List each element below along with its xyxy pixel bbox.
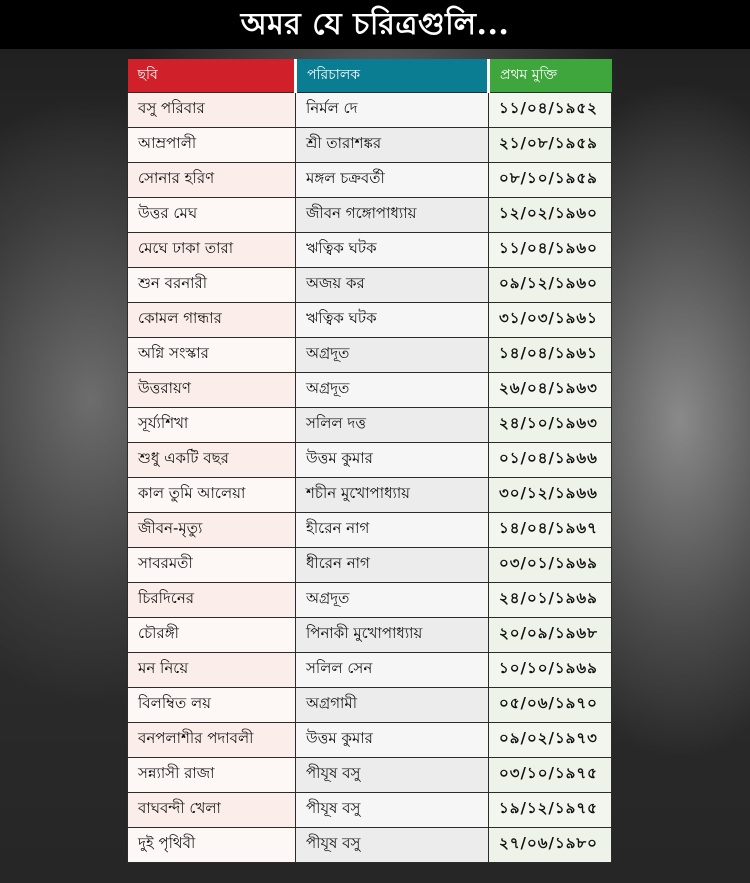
table-row: [128, 792, 612, 827]
director-cell: অগ্রদূত: [296, 582, 489, 617]
table-row: [128, 442, 612, 477]
release-date-cell: ১০/১০/১৯৬৯: [489, 652, 612, 687]
film-cell: চৌরঙ্গী: [128, 617, 296, 652]
director-cell: অগ্রদূত: [296, 372, 489, 407]
film-cell: সন্ন্যাসী রাজা: [128, 757, 296, 792]
film-cell: মেঘে ঢাকা তারা: [128, 232, 296, 267]
release-date-cell: ১৯/১২/১৯৭৫: [489, 792, 612, 827]
film-cell: বিলম্বিত লয়: [128, 687, 296, 722]
film-cell: সাবরমতী: [128, 547, 296, 582]
director-cell: অগ্রগামী: [296, 687, 489, 722]
title-bar: [0, 0, 750, 49]
table-row: [128, 127, 612, 162]
table-row: [128, 162, 612, 197]
film-cell: সোনার হরিণ: [128, 162, 296, 197]
table-row: [128, 547, 612, 582]
director-cell: পিনাকী মুখোপাধ্যায়: [296, 617, 489, 652]
release-date-cell: ০৯/১২/১৯৬০: [489, 267, 612, 302]
film-cell: কোমল গান্ধার: [128, 302, 296, 337]
film-cell: চিরদিনের: [128, 582, 296, 617]
film-cell: বসু পরিবার: [128, 92, 296, 127]
director-cell: উত্তম কুমার: [296, 722, 489, 757]
table-row: [128, 652, 612, 687]
release-date-cell: ২১/০৮/১৯৫৯: [489, 127, 612, 162]
release-date-cell: ২০/০৯/১৯৬৮: [489, 617, 612, 652]
table-row: [128, 197, 612, 232]
director-cell: অজয় কর: [296, 267, 489, 302]
table-row: [128, 582, 612, 617]
film-cell: শুধু একটি বছর: [128, 442, 296, 477]
header-director: পরিচালক: [296, 59, 489, 92]
director-cell: জীবন গঙ্গোপাধ্যায়: [296, 197, 489, 232]
table-body: [128, 92, 612, 862]
release-date-cell: ১২/০২/১৯৬০: [489, 197, 612, 232]
director-cell: শ্রী তারাশঙ্কর: [296, 127, 489, 162]
release-date-cell: ০৫/০৬/১৯৭০: [489, 687, 612, 722]
release-date-cell: ১১/০৪/১৯৬০: [489, 232, 612, 267]
films-table: [127, 59, 612, 863]
release-date-cell: ০৩/১০/১৯৭৫: [489, 757, 612, 792]
table-row: [128, 722, 612, 757]
release-date-cell: ১৪/০৪/১৯৬৭: [489, 512, 612, 547]
director-cell: পীযূষ বসু: [296, 827, 489, 862]
film-cell: মন নিয়ে: [128, 652, 296, 687]
release-date-cell: ০১/০৪/১৯৬৬: [489, 442, 612, 477]
director-cell: মঙ্গল চক্রবর্তী: [296, 162, 489, 197]
page-title: অমর যে চরিত্রগুলি...: [240, 7, 510, 42]
table-row: [128, 92, 612, 127]
film-cell: বাঘবন্দী খেলা: [128, 792, 296, 827]
director-cell: সলিল সেন: [296, 652, 489, 687]
film-cell: অগ্নি সংস্কার: [128, 337, 296, 372]
header-film: ছবি: [128, 59, 296, 92]
table-row: [128, 757, 612, 792]
release-date-cell: ০৯/০২/১৯৭৩: [489, 722, 612, 757]
table-row: [128, 687, 612, 722]
director-cell: ধীরেন নাগ: [296, 547, 489, 582]
director-cell: ঋত্বিক ঘটক: [296, 302, 489, 337]
release-date-cell: ২৪/০১/১৯৬৯: [489, 582, 612, 617]
director-cell: শচীন মুখোপাধ্যায়: [296, 477, 489, 512]
table-row: [128, 232, 612, 267]
director-cell: ঋত্বিক ঘটক: [296, 232, 489, 267]
film-cell: বনপলাশীর পদাবলী: [128, 722, 296, 757]
director-cell: সলিল দত্ত: [296, 407, 489, 442]
release-date-cell: ৩১/০৩/১৯৬১: [489, 302, 612, 337]
table-row: [128, 337, 612, 372]
table-row: [128, 477, 612, 512]
release-date-cell: ২৭/০৬/১৯৮০: [489, 827, 612, 862]
release-date-cell: ১১/০৪/১৯৫২: [489, 92, 612, 127]
film-cell: জীবন-মৃত্যু: [128, 512, 296, 547]
table-row: [128, 407, 612, 442]
director-cell: উত্তম কুমার: [296, 442, 489, 477]
release-date-cell: ১৪/০৪/১৯৬১: [489, 337, 612, 372]
film-cell: উত্তরায়ণ: [128, 372, 296, 407]
table-header-row: [128, 59, 612, 92]
director-cell: নির্মল দে: [296, 92, 489, 127]
table-row: [128, 372, 612, 407]
film-cell: শুন বরনারী: [128, 267, 296, 302]
release-date-cell: ২৬/০৪/১৯৬৩: [489, 372, 612, 407]
table-row: [128, 267, 612, 302]
release-date-cell: ২৪/১০/১৯৬৩: [489, 407, 612, 442]
film-cell: কাল তুমি আলেয়া: [128, 477, 296, 512]
table-row: [128, 617, 612, 652]
film-cell: আম্রপালী: [128, 127, 296, 162]
table-row: [128, 512, 612, 547]
film-cell: সূর্য্যশিখা: [128, 407, 296, 442]
table-row: [128, 302, 612, 337]
release-date-cell: ০৩/০১/১৯৬৯: [489, 547, 612, 582]
director-cell: পীযূষ বসু: [296, 757, 489, 792]
release-date-cell: ৩০/১২/১৯৬৬: [489, 477, 612, 512]
film-cell: উত্তর মেঘ: [128, 197, 296, 232]
director-cell: পীযূষ বসু: [296, 792, 489, 827]
release-date-cell: ০৮/১০/১৯৫৯: [489, 162, 612, 197]
table-row: [128, 827, 612, 862]
director-cell: হীরেন নাগ: [296, 512, 489, 547]
director-cell: অগ্রদূত: [296, 337, 489, 372]
film-cell: দুই পৃথিবী: [128, 827, 296, 862]
header-release: প্রথম মুক্তি: [489, 59, 612, 92]
